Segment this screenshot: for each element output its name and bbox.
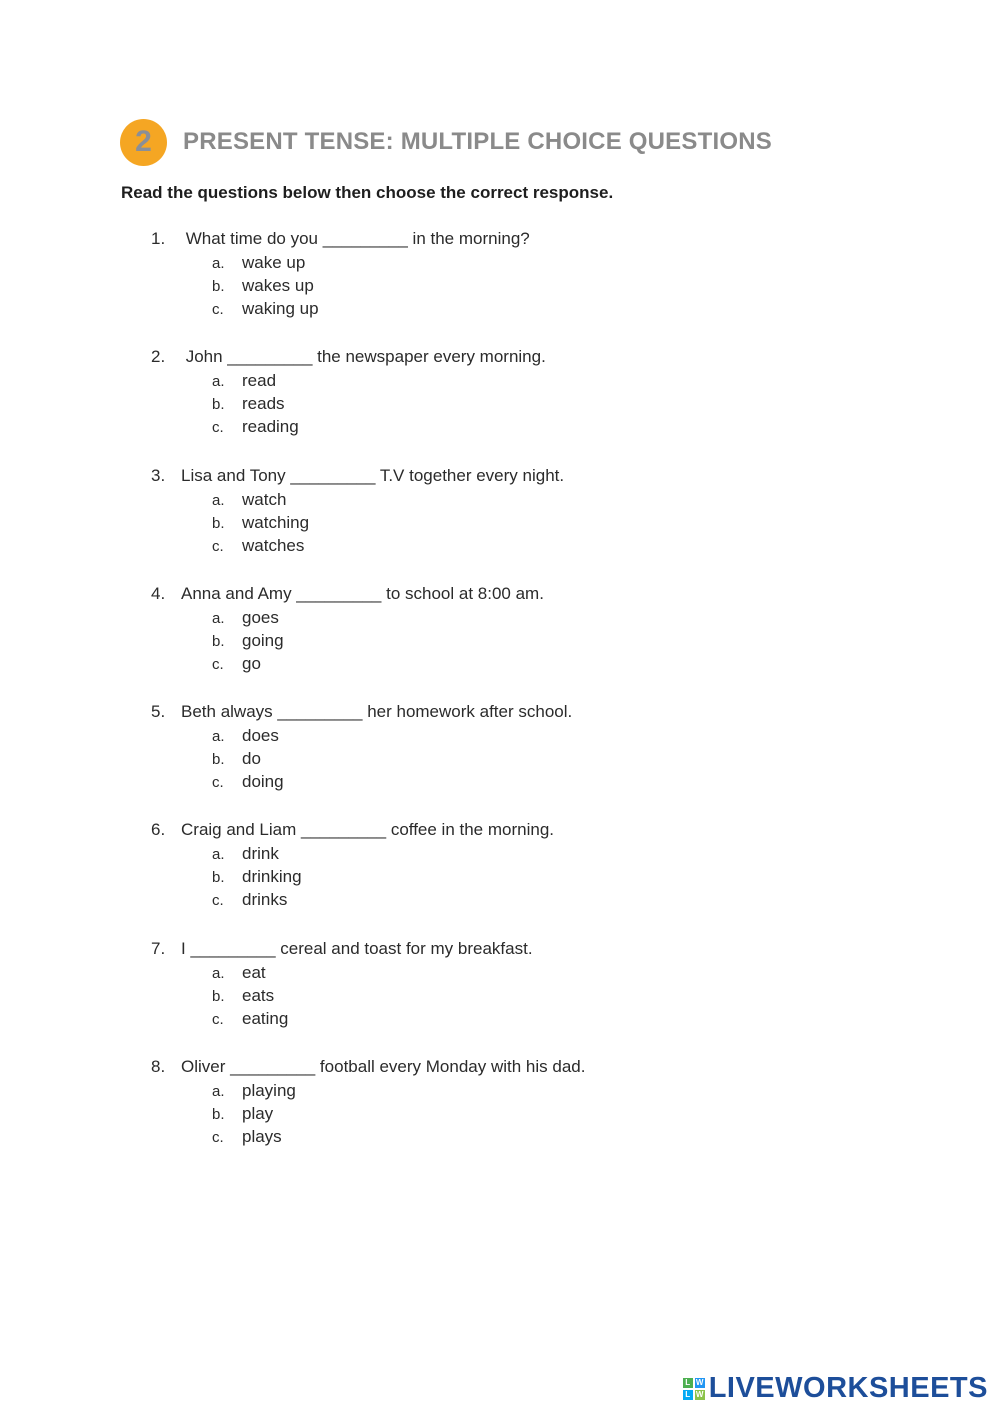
question-8 bbox=[151, 1054, 851, 1172]
option-list bbox=[212, 606, 851, 675]
option-list bbox=[212, 488, 851, 557]
option-c[interactable] bbox=[212, 297, 851, 320]
option-b[interactable] bbox=[212, 392, 851, 415]
option-letter: b. bbox=[212, 514, 225, 532]
question-number: 7. bbox=[151, 938, 166, 958]
option-letter: a. bbox=[212, 255, 225, 272]
option-b[interactable] bbox=[212, 274, 851, 297]
option-c[interactable] bbox=[212, 415, 851, 438]
option-text: reading bbox=[242, 417, 299, 437]
option-text: waking up bbox=[242, 299, 319, 318]
option-letter: c. bbox=[212, 301, 224, 318]
option-list bbox=[212, 1079, 851, 1148]
option-text: eats bbox=[242, 985, 275, 1005]
question-prompt bbox=[151, 1054, 851, 1079]
option-letter: c. bbox=[212, 1129, 224, 1147]
question-text: John _________ the newspaper every morning. bbox=[181, 347, 546, 367]
option-letter: c. bbox=[212, 537, 224, 555]
option-letter: b. bbox=[212, 1106, 225, 1124]
question-4 bbox=[151, 581, 851, 699]
section-header bbox=[120, 117, 772, 167]
question-prompt bbox=[151, 817, 851, 842]
question-list bbox=[151, 226, 851, 1172]
option-letter: b. bbox=[212, 751, 225, 769]
option-text: watches bbox=[242, 535, 305, 555]
option-c[interactable] bbox=[212, 652, 851, 675]
option-text: play bbox=[242, 1104, 274, 1124]
option-letter: c. bbox=[212, 1010, 224, 1028]
question-prompt bbox=[151, 463, 851, 488]
option-a[interactable] bbox=[212, 1079, 851, 1102]
option-letter: c. bbox=[212, 655, 224, 673]
option-c[interactable] bbox=[212, 770, 851, 793]
option-letter: b. bbox=[212, 278, 225, 295]
question-prompt bbox=[151, 936, 851, 961]
question-number: 3. bbox=[151, 465, 166, 485]
option-b[interactable] bbox=[212, 511, 851, 534]
option-list bbox=[212, 251, 851, 320]
option-letter: a. bbox=[212, 609, 225, 627]
question-number: 1. bbox=[151, 229, 166, 248]
option-list bbox=[212, 724, 851, 793]
option-text: wakes up bbox=[242, 276, 314, 295]
option-text: going bbox=[242, 630, 284, 650]
instruction-text: Read the questions below then choose the correct response. bbox=[121, 183, 614, 202]
option-text: goes bbox=[242, 607, 279, 627]
question-number: 2. bbox=[151, 347, 166, 367]
option-text: eating bbox=[242, 1008, 289, 1028]
option-text: drinks bbox=[242, 890, 288, 910]
option-a[interactable] bbox=[212, 961, 851, 984]
question-text: Beth always _________ her homework after school. bbox=[181, 702, 573, 722]
option-text: wake up bbox=[242, 253, 306, 272]
option-text: drink bbox=[242, 844, 279, 864]
option-list bbox=[212, 961, 851, 1030]
option-b[interactable] bbox=[212, 865, 851, 888]
option-text: plays bbox=[242, 1127, 282, 1147]
question-prompt bbox=[151, 226, 851, 251]
option-b[interactable] bbox=[212, 1102, 851, 1125]
option-text: watch bbox=[242, 489, 287, 509]
option-letter: c. bbox=[212, 892, 224, 910]
option-list bbox=[212, 842, 851, 911]
question-text: I _________ cereal and toast for my breakfast. bbox=[181, 938, 533, 958]
logo-tile: W bbox=[695, 1378, 704, 1387]
question-prompt bbox=[151, 581, 851, 606]
question-6 bbox=[151, 817, 851, 935]
option-a[interactable] bbox=[212, 724, 851, 747]
option-text: playing bbox=[242, 1081, 296, 1101]
option-text: doing bbox=[242, 772, 284, 792]
option-letter: a. bbox=[212, 964, 225, 982]
question-text: What time do you _________ in the morning? bbox=[181, 229, 530, 248]
option-letter: a. bbox=[212, 373, 225, 391]
option-text: eat bbox=[242, 962, 266, 982]
question-text: Lisa and Tony _________ T.V together every night. bbox=[181, 465, 565, 485]
logo-tile: L bbox=[683, 1378, 693, 1388]
option-a[interactable] bbox=[212, 251, 851, 274]
question-text: Oliver _________ football every Monday with his dad. bbox=[181, 1057, 586, 1077]
brand-name: LIVEWORKSHEETS bbox=[708, 1372, 988, 1404]
option-letter: a. bbox=[212, 491, 225, 509]
option-text: read bbox=[242, 371, 277, 391]
option-text: does bbox=[242, 726, 279, 746]
liveworksheets-logo-icon bbox=[683, 1378, 705, 1400]
option-c[interactable] bbox=[212, 1007, 851, 1030]
option-a[interactable] bbox=[212, 842, 851, 865]
question-5 bbox=[151, 699, 851, 817]
option-letter: c. bbox=[212, 774, 224, 792]
question-text: Anna and Amy _________ to school at 8:00 am. bbox=[181, 583, 544, 603]
question-prompt bbox=[151, 699, 851, 724]
section-number-badge: 2 bbox=[120, 119, 167, 166]
question-7 bbox=[151, 936, 851, 1054]
option-letter: b. bbox=[212, 987, 225, 1005]
option-letter: a. bbox=[212, 728, 225, 746]
question-number: 8. bbox=[151, 1057, 166, 1077]
option-list bbox=[212, 369, 851, 438]
option-letter: b. bbox=[212, 632, 225, 650]
question-2 bbox=[151, 344, 851, 462]
option-c[interactable] bbox=[212, 534, 851, 557]
option-b[interactable] bbox=[212, 629, 851, 652]
question-3 bbox=[151, 463, 851, 581]
logo-tile: L bbox=[683, 1390, 693, 1400]
question-1 bbox=[151, 226, 851, 344]
question-number: 6. bbox=[151, 820, 166, 840]
question-number: 4. bbox=[151, 583, 166, 603]
option-c[interactable] bbox=[212, 888, 851, 911]
option-a[interactable] bbox=[212, 488, 851, 511]
option-text: reads bbox=[242, 394, 285, 414]
question-prompt bbox=[151, 344, 851, 369]
option-c[interactable] bbox=[212, 1125, 851, 1148]
liveworksheets-footer bbox=[683, 1372, 988, 1405]
option-a[interactable] bbox=[212, 606, 851, 629]
option-letter: b. bbox=[212, 396, 225, 414]
option-text: go bbox=[242, 653, 261, 673]
question-text: Craig and Liam _________ coffee in the morning. bbox=[181, 820, 554, 840]
option-a[interactable] bbox=[212, 369, 851, 392]
logo-tile: W bbox=[695, 1390, 704, 1399]
option-text: watching bbox=[242, 512, 310, 532]
option-b[interactable] bbox=[212, 747, 851, 770]
option-text: do bbox=[242, 749, 261, 769]
question-number: 5. bbox=[151, 702, 166, 722]
option-b[interactable] bbox=[212, 984, 851, 1007]
option-letter: a. bbox=[212, 846, 225, 864]
option-letter: b. bbox=[212, 869, 225, 887]
option-letter: c. bbox=[212, 419, 224, 437]
option-letter: a. bbox=[212, 1083, 225, 1101]
section-title: PRESENT TENSE: MULTIPLE CHOICE QUESTIONS bbox=[183, 128, 772, 155]
option-text: drinking bbox=[242, 867, 302, 887]
